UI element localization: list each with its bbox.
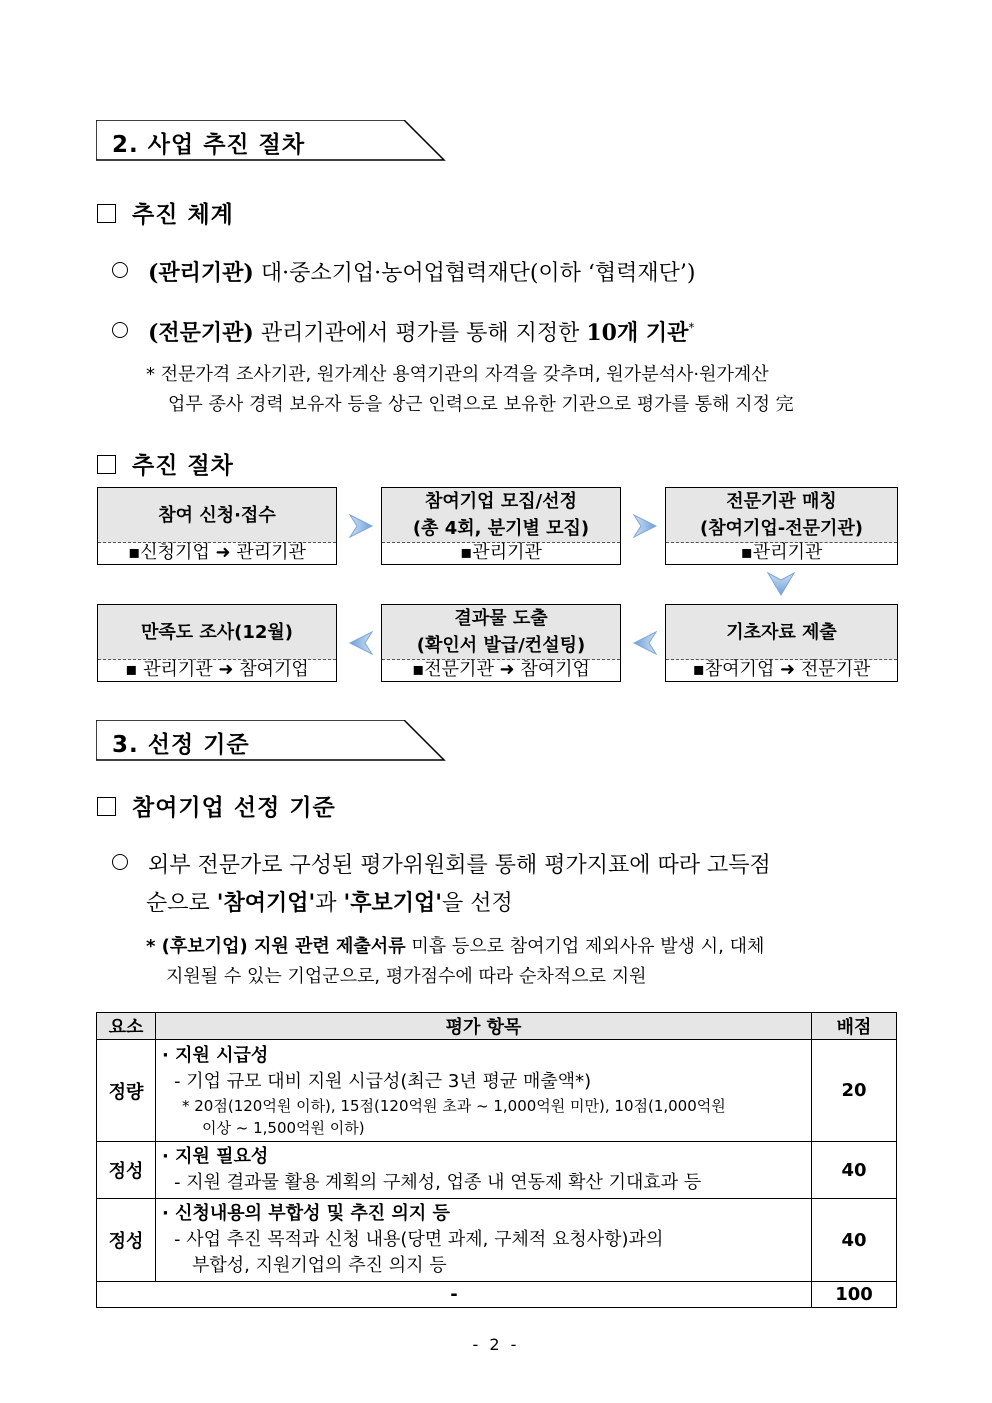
criteria-bullet-pre: 순으로 bbox=[146, 891, 217, 916]
flow-step-title: 참여기업 모집/선정 bbox=[425, 491, 577, 512]
total-score: 100 bbox=[812, 1282, 897, 1308]
criteria-bullet-mid: 과 bbox=[315, 891, 344, 916]
table-total-row bbox=[97, 1282, 897, 1308]
row-title: · 신청내용의 부합성 및 추진 의지 등 bbox=[162, 1203, 450, 1224]
arrow-right-icon bbox=[348, 513, 374, 539]
flow-step-subtitle: (총 4회, 분기별 모집) bbox=[412, 518, 590, 539]
row-score: 20 bbox=[812, 1040, 897, 1142]
section-2-header bbox=[96, 120, 446, 162]
expert-note-line1: * 전문가격 조사기관, 원가계산 용역기관의 자격을 갖추며, 원가분석사·원가계산 bbox=[146, 364, 769, 385]
flow-step-apply bbox=[97, 487, 337, 565]
flow-step-title: 기초자료 제출 bbox=[726, 621, 837, 643]
flow-step-actor: ▪신청기업 ➜ 관리기관 bbox=[128, 542, 306, 563]
flow-step-title: 전문기관 매칭 bbox=[726, 491, 837, 512]
table-header-row bbox=[97, 1013, 897, 1040]
candidate-note-rest: 미흡 등으로 참여기업 제외사유 발생 시, 대체 bbox=[405, 936, 765, 957]
arrow-down-icon bbox=[766, 571, 796, 597]
table-row bbox=[97, 1142, 897, 1199]
flow-step-subtitle: (확인서 발급/컨설팅) bbox=[416, 635, 586, 656]
subheading-criteria bbox=[97, 789, 336, 822]
flow-step-subtitle: (참여기업-전문기관) bbox=[699, 518, 864, 539]
checkbox-square-icon bbox=[97, 204, 116, 223]
row-detail: - 사업 추진 목적과 신청 내용(당면 과제, 구체적 요청사항)과의 bbox=[174, 1229, 664, 1250]
circle-bullet-icon bbox=[112, 262, 128, 278]
criteria-bullet-line2 bbox=[146, 886, 513, 917]
criteria-participant: '참여기업' bbox=[216, 890, 316, 916]
bullet2-text: 관리기관에서 평가를 통해 지정한 bbox=[260, 321, 580, 346]
flow-step-title: 결과물 도출 bbox=[454, 608, 548, 629]
header-score: 배점 bbox=[812, 1013, 897, 1040]
row-score: 40 bbox=[812, 1199, 897, 1282]
circle-bullet-icon bbox=[112, 854, 128, 870]
criteria-candidate: '후보기업' bbox=[343, 890, 442, 916]
flow-step-actor: ▪ 관리기관 ➜ 참여기업 bbox=[125, 659, 309, 680]
row-detail-cont: 부합성, 지원기업의 추진 의지 등 bbox=[192, 1255, 447, 1276]
flow-step-actor: ▪관리기관 bbox=[460, 542, 542, 563]
checkbox-square-icon bbox=[97, 797, 116, 816]
flow-step-submit-data bbox=[665, 604, 898, 682]
row-detail: - 기업 규모 대비 지원 시급성(최근 3년 평균 매출액*) bbox=[174, 1070, 592, 1092]
candidate-note-bold: * (후보기업) 지원 관련 제출서류 bbox=[146, 936, 406, 957]
page-number: - 2 - bbox=[472, 1335, 520, 1354]
criteria-bullet-line1 bbox=[112, 848, 771, 879]
evaluation-table bbox=[96, 1012, 897, 1308]
row-items bbox=[156, 1199, 812, 1282]
flow-step-matching bbox=[665, 487, 898, 565]
table-row bbox=[97, 1199, 897, 1282]
row-items bbox=[156, 1142, 812, 1199]
row-note-cont: 이상 ~ 1,500억원 이하) bbox=[202, 1118, 365, 1137]
arrow-left-icon bbox=[632, 630, 658, 656]
criteria-bullet-end: 을 선정 bbox=[441, 891, 513, 916]
subheading-procedure-text: 추진 절차 bbox=[132, 453, 234, 479]
arrow-left-icon bbox=[348, 630, 374, 656]
row-title: · 지원 시급성 bbox=[162, 1044, 269, 1066]
subheading-system bbox=[97, 196, 234, 229]
row-items bbox=[156, 1040, 812, 1142]
flow-step-actor: ▪관리기관 bbox=[740, 542, 823, 563]
bullet2-count: 10개 기관 bbox=[586, 320, 689, 346]
total-label: - bbox=[97, 1282, 812, 1308]
flow-step-title: 만족도 조사(12월) bbox=[140, 621, 294, 643]
section-2-title: 2. 사업 추진 절차 bbox=[112, 132, 306, 158]
flow-step-result bbox=[381, 604, 621, 682]
candidate-note-line1 bbox=[146, 932, 764, 962]
row-category: 정성 bbox=[97, 1199, 156, 1282]
subheading-system-text: 추진 체계 bbox=[132, 202, 234, 228]
subheading-procedure bbox=[97, 447, 234, 480]
row-category: 정량 bbox=[97, 1040, 156, 1142]
bullet-management-agency bbox=[112, 256, 696, 287]
flow-step-actor: ▪참여기업 ➜ 전문기관 bbox=[692, 659, 871, 680]
arrow-right-icon bbox=[632, 513, 658, 539]
bullet-expert-agency bbox=[112, 316, 694, 347]
flow-step-title: 참여 신청·접수 bbox=[158, 504, 276, 526]
row-title: · 지원 필요성 bbox=[162, 1146, 269, 1167]
bullet1-text: 대·중소기업·농어업협력재단(이하 ‘협력재단’) bbox=[260, 261, 696, 286]
table-row bbox=[97, 1040, 897, 1142]
flow-step-actor: ▪전문기관 ➜ 참여기업 bbox=[412, 659, 590, 680]
header-element: 요소 bbox=[97, 1013, 156, 1040]
row-category: 정성 bbox=[97, 1142, 156, 1199]
row-note: * 20점(120억원 이하), 15점(120억원 초과 ~ 1,000억원 미만), 10점(1,000억원 bbox=[182, 1096, 726, 1115]
expert-note-line2: 업무 종사 경력 보유자 등을 상근 인력으로 보유한 기관으로 평가를 통해 지정 完 bbox=[168, 394, 794, 415]
criteria-bullet-text1: 외부 전문가로 구성된 평가위원회를 통해 평가지표에 따라 고득점 bbox=[148, 853, 771, 878]
header-item: 평가 항목 bbox=[156, 1013, 812, 1040]
bullet1-label: (관리기관) bbox=[148, 260, 254, 286]
bullet2-label: (전문기관) bbox=[148, 320, 254, 346]
bullet2-mark: * bbox=[688, 320, 695, 335]
subheading-criteria-text: 참여기업 선정 기준 bbox=[132, 795, 336, 821]
section-3-title: 3. 선정 기준 bbox=[112, 732, 250, 758]
row-score: 40 bbox=[812, 1142, 897, 1199]
section-3-header bbox=[96, 720, 446, 762]
row-detail: - 지원 결과물 활용 계획의 구체성, 업종 내 연동제 확산 기대효과 등 bbox=[174, 1172, 702, 1193]
candidate-note-line2: 지원될 수 있는 기업군으로, 평가점수에 따라 순차적으로 지원 bbox=[166, 966, 647, 987]
flow-step-recruit bbox=[381, 487, 621, 565]
flow-step-survey bbox=[97, 604, 337, 682]
circle-bullet-icon bbox=[112, 322, 128, 338]
checkbox-square-icon bbox=[97, 455, 116, 474]
